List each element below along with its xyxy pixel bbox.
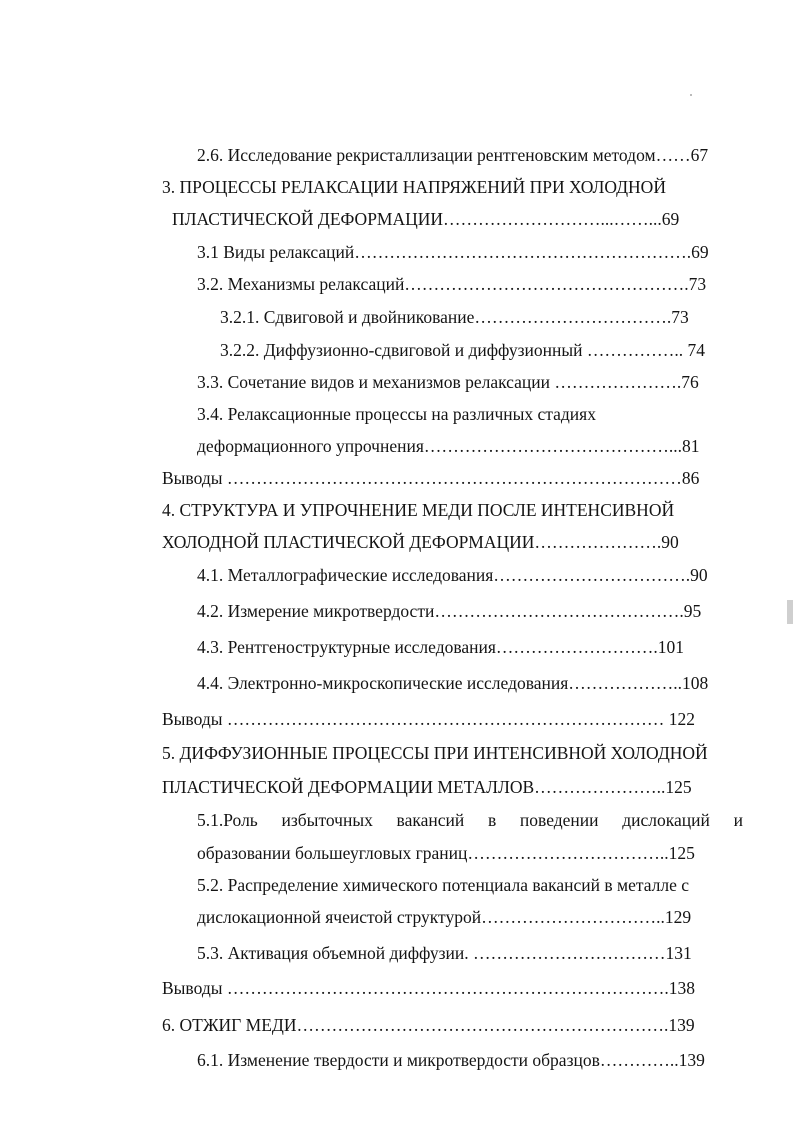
toc-entry-5-2 bbox=[0, 872, 793, 898]
toc-entry-text: деформационного упрочнения……………………………………...81 bbox=[197, 436, 700, 456]
toc-entry-text: 3.2. Механизмы релаксаций………………………………………….73 bbox=[197, 274, 707, 294]
toc-entry-text: образовании большеугловых границ……………………………..125 bbox=[197, 843, 695, 863]
toc-entry-5-1-cont bbox=[0, 840, 793, 866]
toc-chapter-3-heading bbox=[0, 174, 793, 200]
toc-entry-text: Выводы ………………………………………………………………….138 bbox=[162, 978, 695, 998]
toc-entry-text: 5.3. Активация объемной диффузии. ……………………………131 bbox=[197, 943, 692, 963]
toc-entry-text: 3.4. Релаксационные процессы на различных стадиях bbox=[197, 404, 596, 424]
word: вакансий bbox=[396, 810, 465, 830]
scan-speck bbox=[690, 94, 692, 96]
toc-conclusions-3 bbox=[0, 465, 793, 491]
word: поведении bbox=[519, 810, 599, 830]
toc-entry-text: Выводы ……………………………………………………………………86 bbox=[162, 468, 700, 488]
toc-entry-3-1 bbox=[0, 239, 793, 265]
toc-entry-6-1 bbox=[0, 1047, 793, 1073]
scan-edge-mark bbox=[787, 600, 793, 624]
toc-chapter-6-heading bbox=[0, 1012, 793, 1038]
toc-entry-text: 5. ДИФФУЗИОННЫЕ ПРОЦЕССЫ ПРИ ИНТЕНСИВНОЙ ХОЛОДНОЙ bbox=[162, 743, 708, 763]
toc-chapter-5-heading-cont bbox=[0, 774, 793, 800]
toc-chapter-4-heading-cont bbox=[0, 529, 793, 555]
toc-entry-3-3 bbox=[0, 369, 793, 395]
toc-entry-text: 6. ОТЖИГ МЕДИ……………………………………………………….139 bbox=[162, 1015, 695, 1035]
word: 5.1.Роль bbox=[197, 810, 258, 830]
toc-chapter-3-heading-cont bbox=[0, 206, 793, 232]
word: избыточных bbox=[281, 810, 373, 830]
toc-entry-4-1 bbox=[0, 562, 793, 588]
toc-entry-text: 4.3. Рентгеноструктурные исследования……………………….101 bbox=[197, 637, 685, 657]
toc-entry-text: 4.1. Металлографические исследования…………………………….90 bbox=[197, 565, 708, 585]
toc-entry-text: 3.1 Виды релаксаций………………………………………………….69 bbox=[197, 242, 709, 262]
word: в bbox=[487, 810, 497, 830]
toc-entry-3-4-cont bbox=[0, 433, 793, 459]
toc-entry-4-4 bbox=[0, 670, 793, 696]
toc-entry-text: Выводы ………………………………………………………………… 122 bbox=[162, 709, 695, 729]
toc-entry-text: 3.2.2. Диффузионно-сдвиговой и диффузионный …………….. 74 bbox=[220, 340, 705, 360]
toc-chapter-5-heading bbox=[0, 740, 793, 766]
toc-entry-text: 4.2. Измерение микротвердости…………………………………….95 bbox=[197, 601, 702, 621]
toc-entry-3-2 bbox=[0, 271, 793, 297]
toc-entry-text: 5.2. Распределение химического потенциала вакансий в металле с bbox=[197, 875, 690, 895]
toc-entry-3-4 bbox=[0, 401, 793, 427]
toc-entry-5-1 bbox=[0, 807, 793, 833]
toc-entry-text: 6.1. Изменение твердости и микротвердости образцов…………..139 bbox=[197, 1050, 705, 1070]
toc-entry-3-2-1 bbox=[0, 304, 793, 330]
toc-entry-text: 4.4. Электронно-микроскопические исследования………………..108 bbox=[197, 673, 709, 693]
toc-conclusions-5 bbox=[0, 975, 793, 1001]
toc-entry-text: 2.6. Исследование рекристаллизации рентгеновским методом……67 bbox=[197, 145, 709, 165]
toc-entry-text: ПЛАСТИЧЕСКОЙ ДЕФОРМАЦИИ………………………...……...69 bbox=[172, 209, 680, 229]
toc-entry-4-2 bbox=[0, 598, 793, 624]
toc-entry-4-3 bbox=[0, 634, 793, 660]
word: и bbox=[733, 810, 743, 830]
toc-entry-text: 3. ПРОЦЕССЫ РЕЛАКСАЦИИ НАПРЯЖЕНИЙ ПРИ ХОЛОДНОЙ bbox=[162, 177, 666, 197]
toc-entry-text: дислокационной ячеистой структурой…………………………..129 bbox=[197, 907, 692, 927]
toc-conclusions-4 bbox=[0, 706, 793, 732]
toc-entry-text: ПЛАСТИЧЕСКОЙ ДЕФОРМАЦИИ МЕТАЛЛОВ…………………..125 bbox=[162, 777, 692, 797]
toc-chapter-4-heading bbox=[0, 497, 793, 523]
toc-entry-3-2-2 bbox=[0, 337, 793, 363]
toc-entry-2-6 bbox=[0, 142, 793, 168]
toc-entry-text: ХОЛОДНОЙ ПЛАСТИЧЕСКОЙ ДЕФОРМАЦИИ………………….90 bbox=[162, 532, 679, 552]
toc-entry-text: 3.2.1. Сдвиговой и двойникование…………………………….73 bbox=[220, 307, 689, 327]
word: дислокаций bbox=[622, 810, 710, 830]
toc-entry-text: 3.3. Сочетание видов и механизмов релаксации ………………….76 bbox=[197, 372, 699, 392]
toc-entry-5-3 bbox=[0, 940, 793, 966]
toc-entry-text: 4. СТРУКТУРА И УПРОЧНЕНИЕ МЕДИ ПОСЛЕ ИНТЕНСИВНОЙ bbox=[162, 500, 675, 520]
toc-entry-justified bbox=[197, 807, 743, 833]
toc-entry-5-2-cont bbox=[0, 904, 793, 930]
